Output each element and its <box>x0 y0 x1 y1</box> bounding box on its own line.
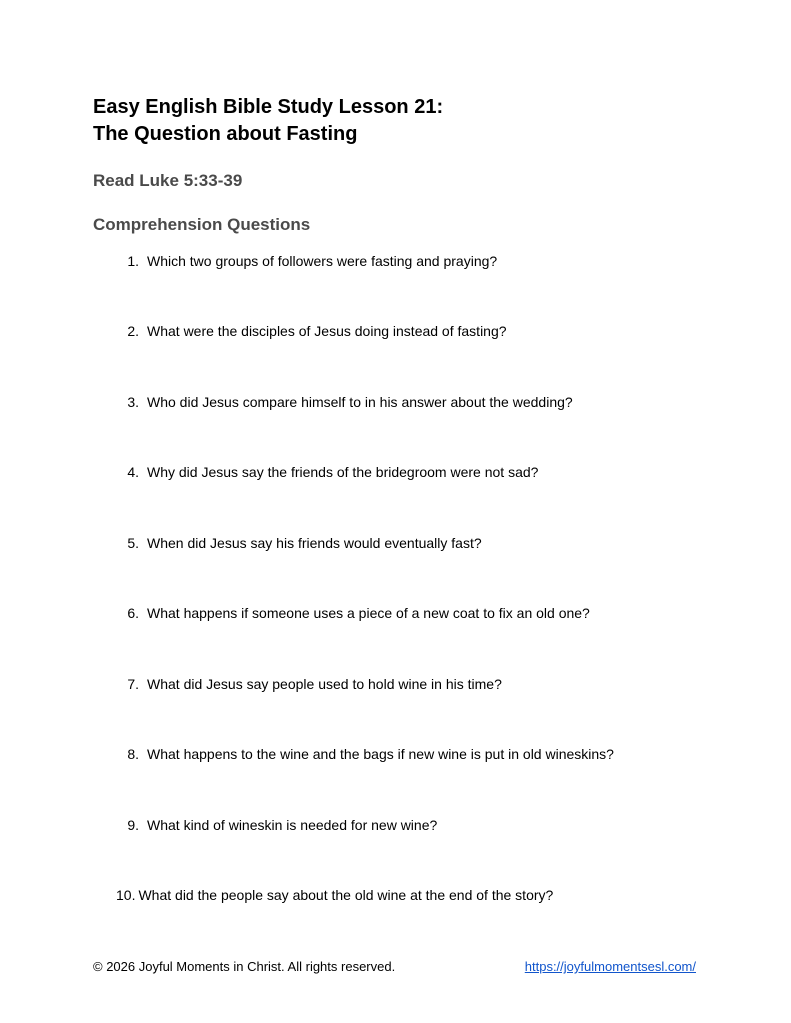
question-number: 1. <box>127 253 139 269</box>
question-number: 10. <box>116 887 136 903</box>
question-number: 8. <box>127 746 139 762</box>
question-text: What were the disciples of Jesus doing instead of fasting? <box>147 323 507 339</box>
question-item <box>113 816 437 834</box>
question-text: What kind of wineskin is needed for new wine? <box>147 817 438 833</box>
question-item <box>113 322 507 340</box>
question-number: 5. <box>127 535 139 551</box>
question-item <box>116 886 553 904</box>
question-text: When did Jesus say his friends would eventually fast? <box>147 535 482 551</box>
question-text: What happens to the wine and the bags if new wine is put in old wineskins? <box>147 746 614 762</box>
question-item <box>113 745 614 763</box>
question-text: Why did Jesus say the friends of the bridegroom were not sad? <box>147 464 539 480</box>
question-item <box>113 675 502 693</box>
question-item <box>113 252 497 270</box>
question-item <box>113 393 573 411</box>
question-number: 3. <box>127 394 139 410</box>
section-heading: Comprehension Questions <box>93 215 311 234</box>
title-line-2: The Question about Fasting <box>93 123 358 145</box>
question-number: 2. <box>127 323 139 339</box>
question-number: 9. <box>127 817 139 833</box>
question-item <box>113 534 482 552</box>
question-text: What did Jesus say people used to hold wine in his time? <box>147 676 502 692</box>
reading-reference: Read Luke 5:33-39 <box>93 171 243 190</box>
question-number: 7. <box>127 676 139 692</box>
question-text: What happens if someone uses a piece of a new coat to fix an old one? <box>147 605 590 621</box>
copyright-notice: © 2026 Joyful Moments in Christ. All rights reserved. <box>93 959 396 974</box>
question-number: 6. <box>127 605 139 621</box>
title-line-1: Easy English Bible Study Lesson 21: <box>93 96 444 118</box>
question-text: Who did Jesus compare himself to in his answer about the wedding? <box>147 394 573 410</box>
page-footer <box>93 958 696 976</box>
question-item <box>113 604 590 622</box>
question-text: What did the people say about the old wine at the end of the story? <box>138 887 554 903</box>
website-link[interactable]: https://joyfulmomentsesl.com/ <box>524 959 696 974</box>
question-text: Which two groups of followers were fasting and praying? <box>147 253 498 269</box>
question-item <box>113 463 538 481</box>
question-number: 4. <box>127 464 139 480</box>
page-title <box>93 94 443 148</box>
